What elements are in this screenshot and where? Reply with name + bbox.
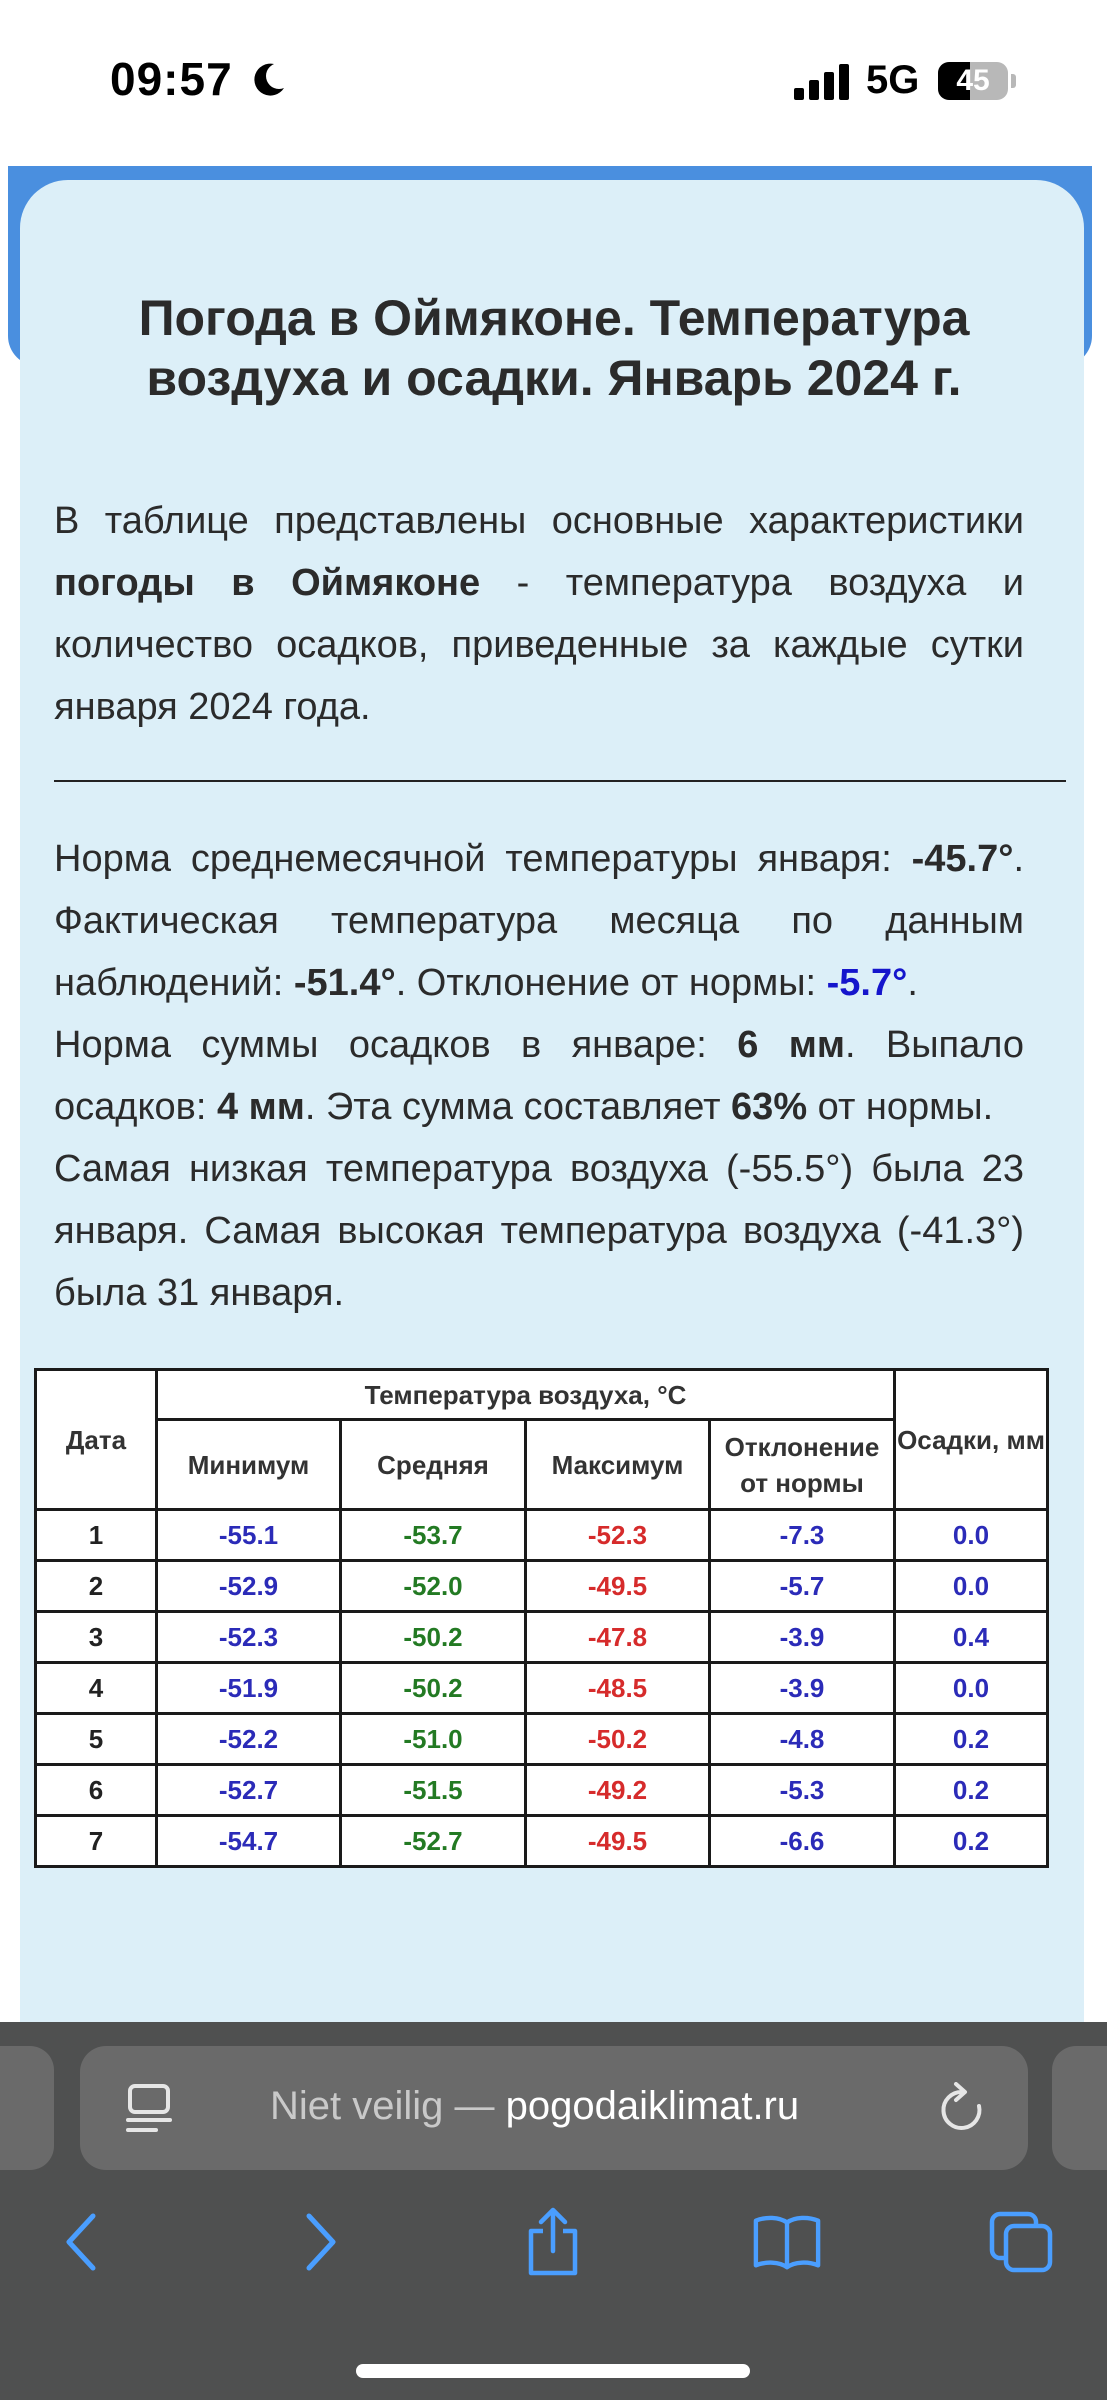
- cell-date: 2: [36, 1561, 157, 1612]
- cell-precip: 0.0: [895, 1663, 1048, 1714]
- address-bar[interactable]: [80, 2046, 1028, 2170]
- norm-temp-label: Норма среднемесячной температуры января:: [54, 838, 912, 880]
- chevron-left-icon: [61, 2212, 101, 2272]
- back-button[interactable]: [46, 2206, 116, 2278]
- battery-tip: [1011, 74, 1016, 88]
- header-deviation: Отклонение от нормы: [710, 1420, 895, 1510]
- security-warning: Niet veilig —: [270, 2084, 506, 2128]
- cell-precip: 0.2: [895, 1765, 1048, 1816]
- cell-max: -49.5: [526, 1561, 710, 1612]
- cell-date: 5: [36, 1714, 157, 1765]
- cell-deviation: -5.7: [710, 1561, 895, 1612]
- network-type: 5G: [866, 58, 920, 102]
- cell-avg: -51.5: [341, 1765, 526, 1816]
- cell-date: 6: [36, 1765, 157, 1816]
- cell-avg: -52.7: [341, 1816, 526, 1867]
- table-row: [36, 1663, 1048, 1714]
- cell-min: -52.3: [157, 1612, 341, 1663]
- previous-tab-preview[interactable]: [0, 2046, 54, 2170]
- cell-max: -49.2: [526, 1765, 710, 1816]
- bookmarks-button[interactable]: [752, 2206, 822, 2278]
- table-body: [36, 1510, 1048, 1867]
- tabs-button[interactable]: [986, 2206, 1056, 2278]
- chevron-right-icon: [301, 2212, 341, 2272]
- actual-temp-value: -51.4°: [293, 962, 396, 1004]
- cell-deviation: -5.3: [710, 1765, 895, 1816]
- cell-deviation: -4.8: [710, 1714, 895, 1765]
- fell-label: . Выпало осадков:: [54, 1024, 1024, 1128]
- extremes-summary: Самая низкая температура воздуха (-55.5°) была 23 января. Самая высокая температура воздуха (-41.3°) была 31 января.: [54, 1148, 1024, 1314]
- cell-avg: -53.7: [341, 1510, 526, 1561]
- address-text[interactable]: [270, 2084, 799, 2129]
- table-row: [36, 1510, 1048, 1561]
- cell-deviation: -3.9: [710, 1612, 895, 1663]
- cell-max: -47.8: [526, 1612, 710, 1663]
- table-row: [36, 1561, 1048, 1612]
- moon-icon: [248, 60, 288, 100]
- address-domain: pogodaiklimat.ru: [505, 2084, 800, 2128]
- table-row: [36, 1612, 1048, 1663]
- norm-prec-value: 6 мм: [737, 1024, 845, 1066]
- book-icon: [752, 2212, 822, 2272]
- share-button[interactable]: [518, 2206, 588, 2278]
- share-value: 63%: [731, 1086, 808, 1128]
- cell-avg: -50.2: [341, 1612, 526, 1663]
- cell-avg: -51.0: [341, 1714, 526, 1765]
- share-end: от нормы.: [807, 1086, 994, 1128]
- intro-text-1: В таблице представлены основные характеристики: [54, 500, 1024, 542]
- battery-level: 45: [956, 64, 990, 97]
- cell-max: -52.3: [526, 1510, 710, 1561]
- intro-paragraph: [54, 490, 1024, 738]
- intro-text-2: - температура воздуха и количество осадков, приведенные за каждые сутки января 2024 года.: [54, 562, 1024, 728]
- header-precip: Осадки, мм: [895, 1370, 1048, 1510]
- cell-min: -52.9: [157, 1561, 341, 1612]
- cell-min: -54.7: [157, 1816, 341, 1867]
- page-title: Погода в Оймяконе. Температура воздуха и осадки. Январь 2024 г.: [138, 290, 970, 406]
- cell-min: -52.7: [157, 1765, 341, 1816]
- temp-summary: [54, 828, 1024, 1014]
- actual-temp-label: . Фактическая температура месяца по данным наблюдений:: [54, 838, 1024, 1004]
- norm-temp-value: -45.7°: [911, 838, 1014, 880]
- battery-icon: [938, 62, 1008, 100]
- intro-bold-link: погоды в Оймяконе: [54, 562, 481, 604]
- cell-min: -51.9: [157, 1663, 341, 1714]
- cell-precip: 0.0: [895, 1561, 1048, 1612]
- deviation-end: .: [907, 962, 918, 1004]
- share-icon: [523, 2207, 583, 2277]
- cell-deviation: -7.3: [710, 1510, 895, 1561]
- cell-date: 3: [36, 1612, 157, 1663]
- cell-precip: 0.4: [895, 1612, 1048, 1663]
- forward-button[interactable]: [286, 2206, 356, 2278]
- cell-date: 1: [36, 1510, 157, 1561]
- header-max: Максимум: [526, 1420, 710, 1510]
- cell-max: -48.5: [526, 1663, 710, 1714]
- stats-paragraph: [54, 828, 1024, 1324]
- reload-icon[interactable]: [938, 2082, 986, 2134]
- cell-date: 4: [36, 1663, 157, 1714]
- cell-max: -49.5: [526, 1816, 710, 1867]
- header-min: Минимум: [157, 1420, 341, 1510]
- header-avg: Средняя: [341, 1420, 526, 1510]
- status-bar: [0, 0, 1107, 160]
- cell-min: -55.1: [157, 1510, 341, 1561]
- table-row: [36, 1765, 1048, 1816]
- cell-max: -50.2: [526, 1714, 710, 1765]
- norm-prec-label: Норма суммы осадков в январе:: [54, 1024, 738, 1066]
- cell-avg: -50.2: [341, 1663, 526, 1714]
- cell-date: 7: [36, 1816, 157, 1867]
- precip-summary: [54, 1014, 1024, 1138]
- home-indicator[interactable]: [356, 2364, 750, 2378]
- header-date: Дата: [36, 1370, 157, 1510]
- share-label: . Эта сумма составляет: [304, 1086, 732, 1128]
- tabs-icon: [988, 2210, 1054, 2274]
- cell-avg: -52.0: [341, 1561, 526, 1612]
- table-row: [36, 1816, 1048, 1867]
- cell-precip: 0.2: [895, 1816, 1048, 1867]
- cell-deviation: -6.6: [710, 1816, 895, 1867]
- cell-precip: 0.2: [895, 1714, 1048, 1765]
- deviation-value: -5.7°: [826, 962, 908, 1004]
- page-menu-icon[interactable]: [124, 2082, 174, 2134]
- cellular-signal-icon: [792, 64, 852, 100]
- cell-precip: 0.0: [895, 1510, 1048, 1561]
- fell-value: 4 мм: [216, 1086, 305, 1128]
- header-temp-group: Температура воздуха, °C: [157, 1370, 895, 1420]
- divider: [54, 780, 1066, 782]
- table-row: [36, 1714, 1048, 1765]
- status-time: 09:57: [110, 53, 233, 105]
- deviation-label: . Отклонение от нормы:: [395, 962, 827, 1004]
- weather-table: [34, 1368, 1049, 1868]
- cell-deviation: -3.9: [710, 1663, 895, 1714]
- next-tab-preview[interactable]: [1052, 2046, 1107, 2170]
- cell-min: -52.2: [157, 1714, 341, 1765]
